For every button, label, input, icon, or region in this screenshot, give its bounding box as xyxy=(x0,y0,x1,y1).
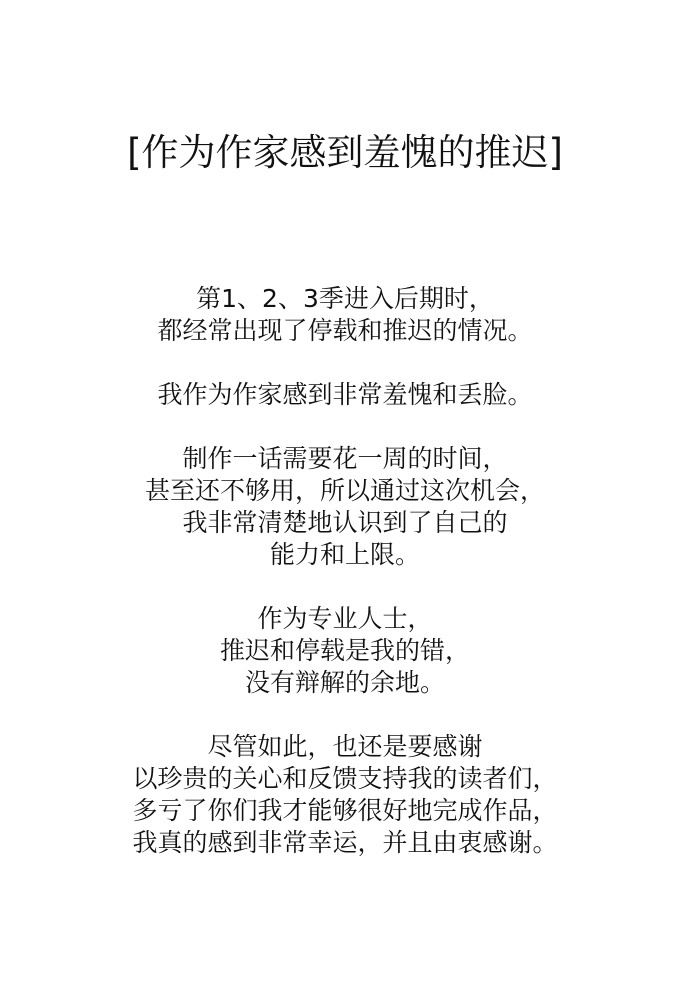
text-line: 第1、2、3季进入后期时， xyxy=(196,284,494,313)
text-line: 我作为作家感到非常羞愧和丢脸。 xyxy=(157,380,533,409)
paragraph-delays xyxy=(0,283,690,347)
paragraph-thanks xyxy=(0,731,690,859)
text-line: 作为专业人士， xyxy=(257,604,433,633)
text-line: 能力和上限。 xyxy=(269,540,420,569)
text-line: 没有辩解的余地。 xyxy=(244,668,445,697)
text-line: 制作一话需要花一周的时间， xyxy=(182,444,508,473)
text-line: 以珍贵的关心和反馈支持我的读者们， xyxy=(132,764,558,793)
paragraph-limits xyxy=(0,443,690,571)
text-line: 我真的感到非常幸运，并且由衷感谢。 xyxy=(132,828,558,857)
paragraph-responsibility xyxy=(0,603,690,699)
text-line: 甚至还不够用，所以通过这次机会， xyxy=(144,476,545,505)
text-line: 多亏了你们我才能够很好地完成作品， xyxy=(132,796,558,825)
text-line: 尽管如此，也还是要感谢 xyxy=(207,732,483,761)
text-line: 都经常出现了停载和推迟的情况。 xyxy=(157,316,533,345)
text-line: 推迟和停载是我的错， xyxy=(219,636,470,665)
paragraph-shame xyxy=(0,379,690,411)
message-body xyxy=(0,283,690,859)
text-line: 我非常清楚地认识到了自己的 xyxy=(182,508,508,537)
page-title: [作为作家感到羞愧的推迟] xyxy=(127,131,563,174)
